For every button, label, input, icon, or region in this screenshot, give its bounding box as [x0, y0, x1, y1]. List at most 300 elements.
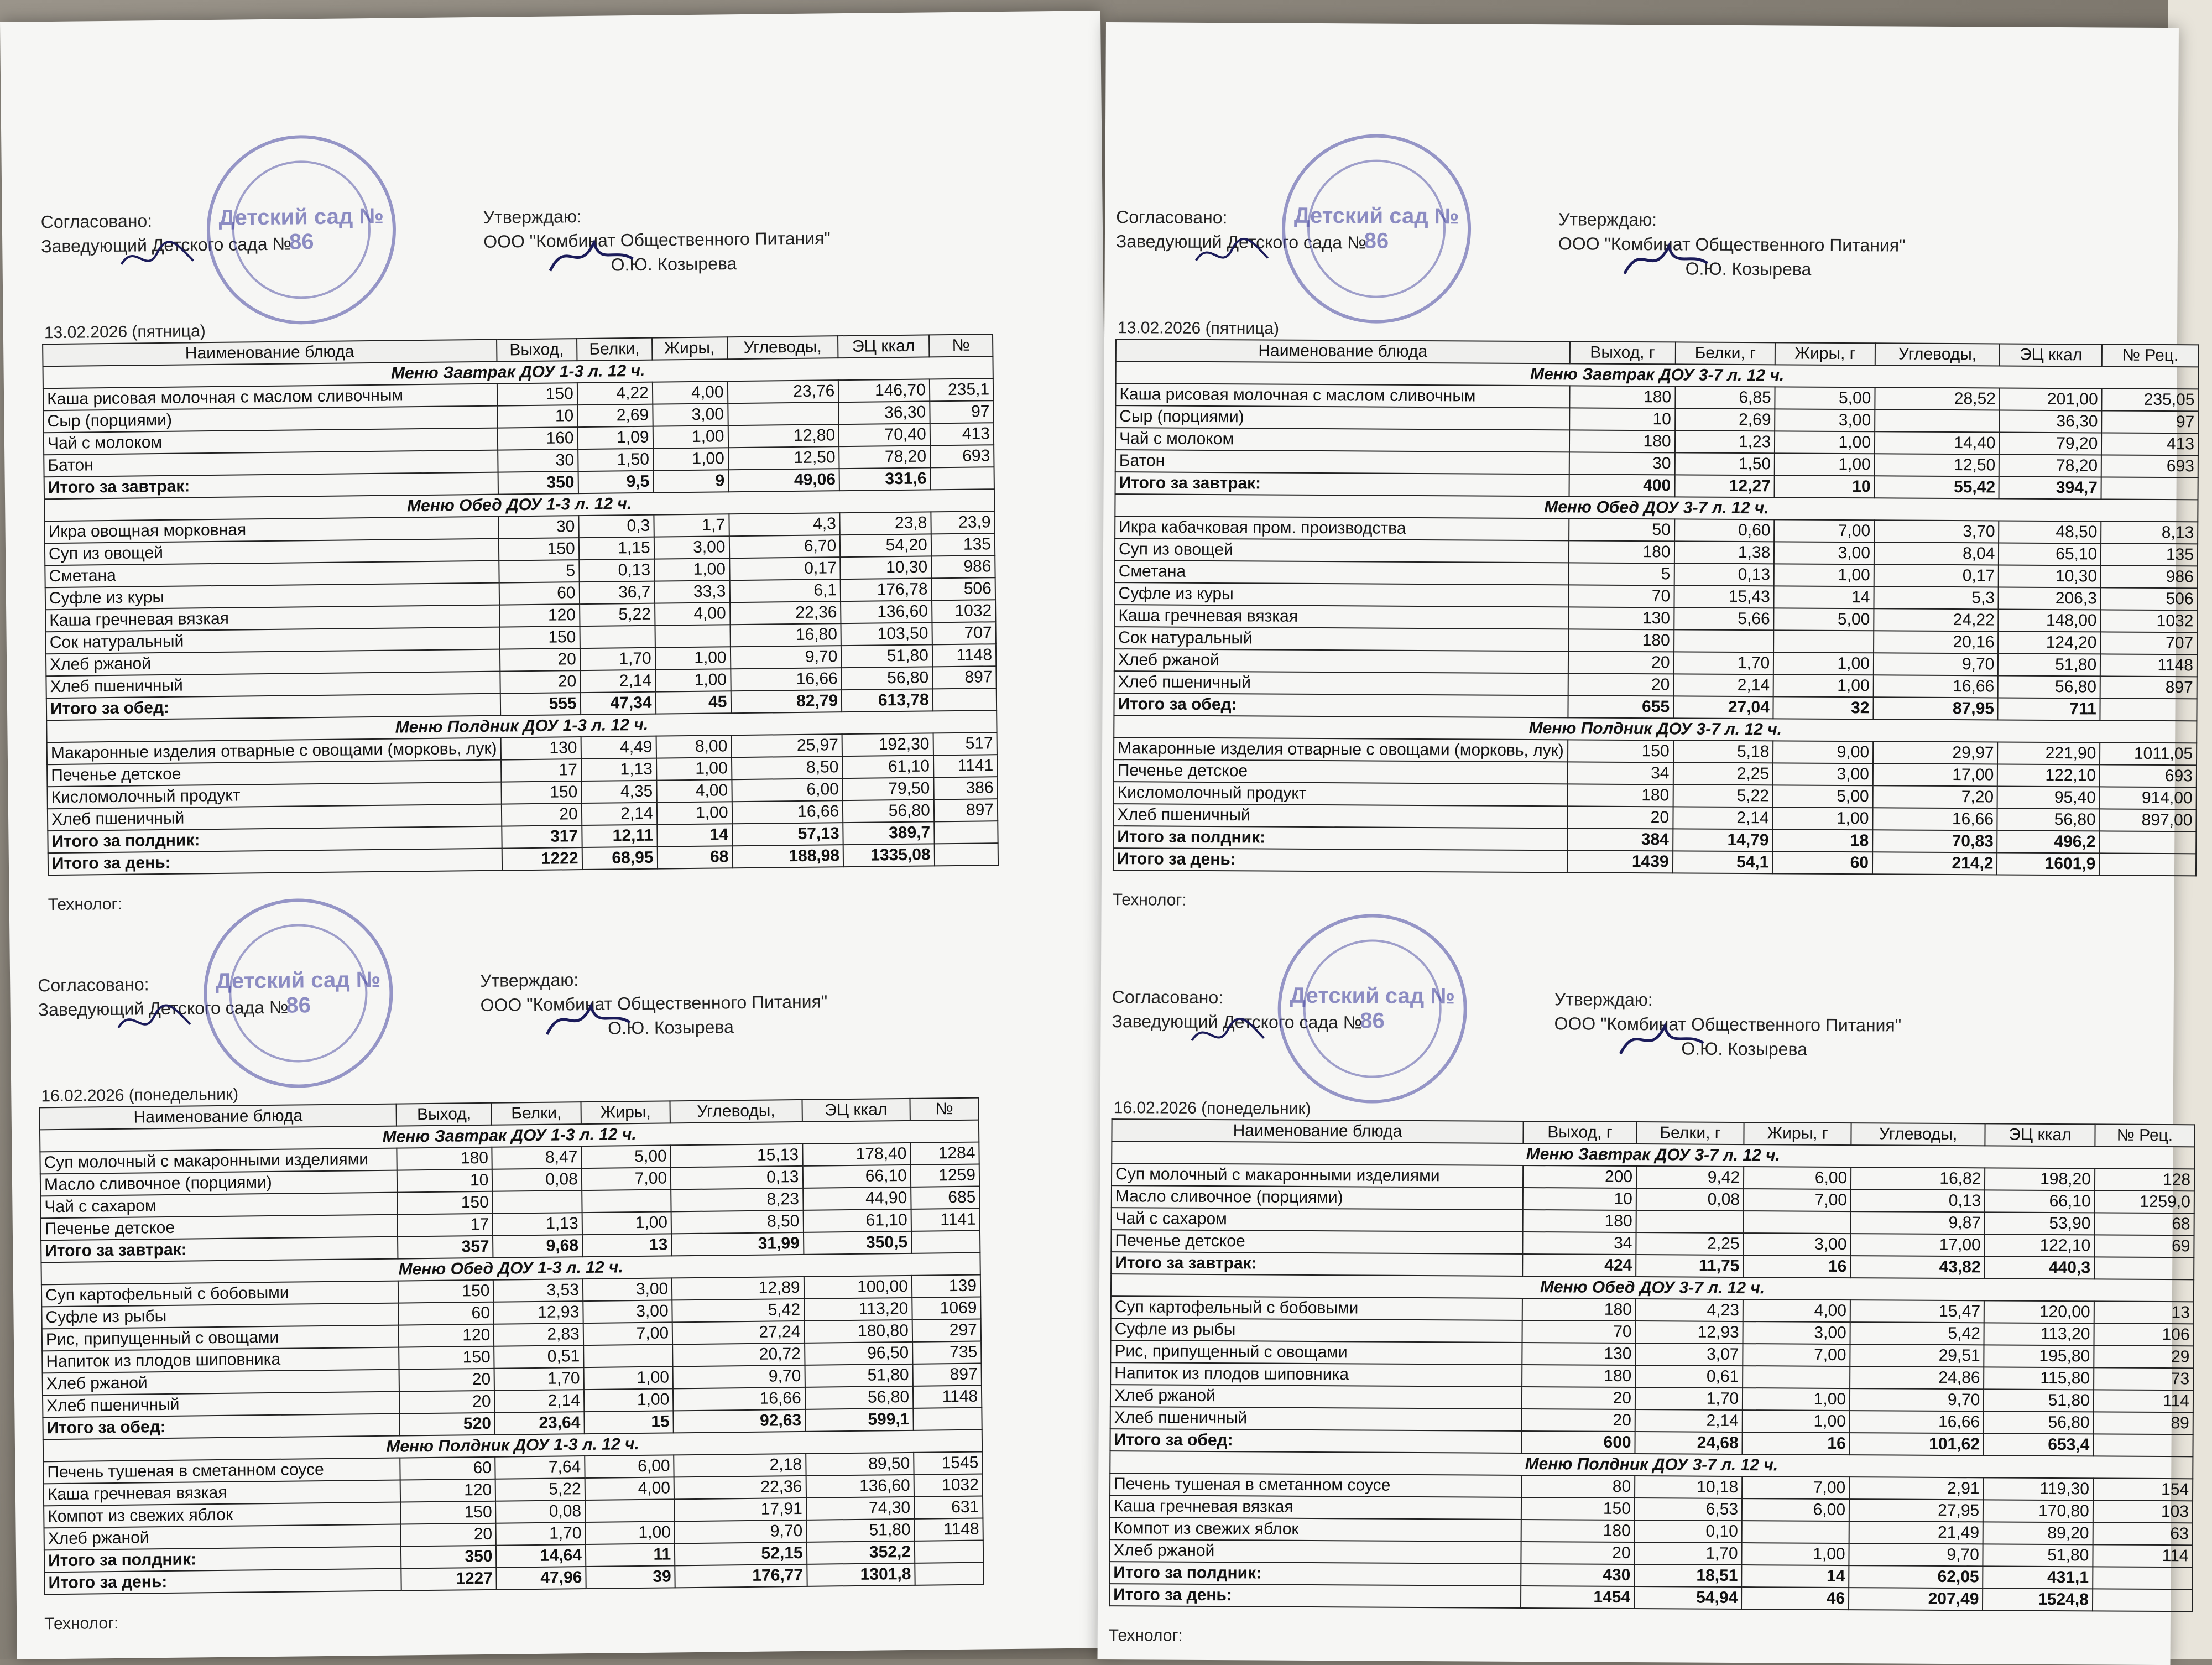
- nutrition-value: 33,3: [654, 580, 729, 603]
- dish-name: Чай с молоком: [44, 428, 498, 455]
- nutrition-value: [2100, 698, 2197, 721]
- section-title: Меню Полдник ДОУ 1-3 л. 12 ч.: [46, 710, 997, 742]
- nutrition-value: 9,70: [1850, 1388, 1984, 1411]
- nutrition-value: 9,70: [730, 646, 841, 669]
- menu-block: [41, 200, 999, 914]
- nutrition-value: 122,10: [1997, 764, 2100, 787]
- nutrition-value: 6,53: [1635, 1498, 1742, 1521]
- technologist-label: Технолог:: [44, 1614, 119, 1633]
- dish-name: Хлеб ржаной: [1109, 1539, 1521, 1564]
- nutrition-value: 0,3: [578, 515, 654, 538]
- dish-name: Хлеб ржаной: [1110, 1385, 1522, 1409]
- menu-table: [1113, 339, 2199, 876]
- dish-name: Сыр (порциями): [1115, 405, 1569, 430]
- dish-name: Суп молочный с макаронными изделиями: [40, 1148, 397, 1174]
- approver-name: О.Ю. Козырева: [1681, 1038, 1808, 1059]
- nutrition-value: 1,00: [656, 802, 732, 824]
- nutrition-value: 198,20: [1985, 1168, 2095, 1190]
- nutrition-value: 1,70: [1634, 1542, 1741, 1565]
- signature-icon: [1189, 1013, 1266, 1052]
- nutrition-value: 685: [911, 1187, 979, 1209]
- dish-name: Рис, припущенный с овощами: [42, 1325, 399, 1351]
- dish-name: Кисломолочный продукт: [1114, 782, 1568, 806]
- nutrition-value: 5,00: [1773, 785, 1873, 808]
- approval-header: [41, 200, 993, 320]
- approver-name: О.Ю. Козырева: [611, 253, 737, 275]
- nutrition-value: 89: [2093, 1412, 2193, 1434]
- nutrition-value: 20: [1521, 1542, 1634, 1564]
- dish-name: Печенье детское: [1114, 759, 1568, 784]
- nutrition-value: [493, 1190, 582, 1214]
- nutrition-value: 36,7: [579, 581, 654, 604]
- signature-icon: [541, 995, 635, 1045]
- nutrition-value: 207,49: [1849, 1588, 1983, 1610]
- nutrition-value: 214,2: [1872, 852, 1997, 875]
- nutrition-value: 1,00: [655, 669, 731, 691]
- nutrition-value: 56,80: [842, 667, 933, 690]
- nutrition-value: 9,5: [578, 471, 653, 493]
- nutrition-value: 3,00: [1774, 542, 1874, 564]
- section-title: Меню Обед ДОУ 1-3 л. 12 ч.: [44, 489, 994, 521]
- dish-name: Итого за день:: [48, 849, 502, 876]
- menu-date: 13.02.2026 (пятница): [1118, 319, 1280, 338]
- nutrition-value: 735: [912, 1341, 981, 1364]
- nutrition-value: 1,00: [656, 757, 732, 780]
- nutrition-value: [2093, 1589, 2192, 1611]
- nutrition-value: 1148: [932, 644, 997, 667]
- nutrition-value: 389,7: [843, 821, 934, 845]
- nutrition-value: 5,66: [1674, 607, 1774, 630]
- nutrition-value: 29,51: [1850, 1344, 1984, 1367]
- nutrition-value: 1,00: [653, 425, 728, 448]
- nutrition-value: 331,6: [839, 467, 931, 491]
- nutrition-value: 1,00: [584, 1388, 674, 1412]
- dish-name: Компот из свежих яблок: [44, 1502, 401, 1528]
- nutrition-value: 51,80: [1983, 1544, 2093, 1567]
- nutrition-value: 1454: [1521, 1586, 1634, 1609]
- kindergarten-stamp: Детский сад № 86: [1277, 914, 1468, 1104]
- nutrition-value: 0,61: [1635, 1365, 1743, 1388]
- nutrition-value: 23,76: [727, 380, 838, 403]
- dish-name: Итого за завтрак:: [41, 1237, 398, 1263]
- right-sheet: [1098, 22, 2195, 1665]
- nutrition-value: 0,17: [1874, 564, 1999, 587]
- nutrition-value: 0,13: [1851, 1189, 1985, 1212]
- nutrition-value: 6,85: [1675, 386, 1775, 409]
- nutrition-value: 68: [2094, 1213, 2194, 1235]
- nutrition-value: 14: [657, 824, 732, 846]
- nutrition-value: 1,00: [655, 647, 731, 669]
- nutrition-value: 1069: [912, 1297, 980, 1320]
- dish-name: Итого за день:: [44, 1569, 401, 1595]
- dish-name: Итого за полдник:: [44, 1547, 401, 1573]
- nutrition-value: 36,30: [839, 401, 930, 424]
- dish-name: Хлеб ржаной: [44, 1524, 401, 1550]
- nutrition-value: 0,60: [1674, 519, 1775, 542]
- nutrition-value: 16,66: [732, 800, 843, 824]
- dish-name: Каша гречневая вязкая: [45, 605, 499, 632]
- approve-label: Утверждаю:: [480, 970, 579, 991]
- nutrition-value: [934, 843, 998, 866]
- nutrition-value: 68,95: [582, 847, 657, 870]
- nutrition-value: [1875, 409, 2000, 432]
- nutrition-value: 1,50: [1674, 452, 1775, 475]
- nutrition-value: 897,00: [2100, 809, 2197, 831]
- nutrition-value: 47,96: [497, 1567, 586, 1590]
- nutrition-value: 53,90: [1985, 1212, 2095, 1235]
- nutrition-value: 4,00: [1743, 1299, 1850, 1322]
- nutrition-value: 12,93: [494, 1301, 583, 1324]
- nutrition-value: [1636, 1210, 1744, 1233]
- nutrition-value: 2,25: [1673, 762, 1773, 785]
- nutrition-value: 4,23: [1636, 1299, 1743, 1321]
- nutrition-value: 7,00: [1743, 1344, 1850, 1366]
- nutrition-value: 54,94: [1634, 1586, 1741, 1609]
- nutrition-value: 150: [499, 538, 579, 561]
- menu-table: [39, 1097, 984, 1595]
- nutrition-value: 352,2: [806, 1541, 915, 1564]
- nutrition-value: 1222: [502, 847, 582, 871]
- nutrition-value: [2099, 853, 2196, 876]
- nutrition-value: 17,00: [1850, 1234, 1984, 1256]
- column-header: № Рец.: [2102, 344, 2199, 367]
- kindergarten-stamp: Детский сад № 86: [203, 898, 394, 1089]
- nutrition-value: 180: [1567, 784, 1673, 807]
- nutrition-value: 15,13: [671, 1144, 803, 1167]
- nutrition-value: 20: [500, 670, 580, 694]
- nutrition-value: 150: [499, 626, 580, 649]
- dish-name: Масло сливочное (порциями): [1112, 1185, 1523, 1210]
- nutrition-value: 4,00: [585, 1477, 674, 1500]
- nutrition-value: [2093, 1434, 2193, 1456]
- nutrition-value: 5: [499, 560, 579, 583]
- nutrition-value: 82,79: [731, 690, 842, 713]
- nutrition-value: 20: [1522, 1409, 1635, 1432]
- nutrition-value: 43,82: [1850, 1256, 1984, 1278]
- nutrition-value: 2,69: [577, 404, 653, 427]
- nutrition-value: 49,06: [728, 469, 839, 492]
- dish-name: Кисломолочный продукт: [47, 782, 501, 809]
- dish-name: Итого за завтрак:: [1115, 472, 1569, 496]
- nutrition-value: 29: [2094, 1345, 2193, 1368]
- nutrition-value: 2,25: [1636, 1232, 1743, 1255]
- nutrition-value: 27,04: [1673, 696, 1773, 719]
- approve-block: [483, 201, 831, 278]
- nutrition-value: 8,13: [2101, 521, 2198, 544]
- nutrition-value: 154: [2093, 1478, 2193, 1501]
- nutrition-value: 10: [1775, 475, 1875, 498]
- column-header: Наименование блюда: [43, 340, 497, 367]
- agreed-label: Согласовано:: [1112, 987, 1224, 1008]
- nutrition-value: 413: [2101, 433, 2198, 455]
- dish-name: Сок натуральный: [46, 627, 500, 654]
- nutrition-value: [2101, 477, 2198, 500]
- nutrition-value: 95,40: [1997, 786, 2100, 809]
- nutrition-value: 115,80: [1984, 1367, 2094, 1390]
- nutrition-value: 1545: [914, 1452, 982, 1475]
- nutrition-value: 11,75: [1636, 1255, 1743, 1277]
- nutrition-value: 600: [1521, 1431, 1635, 1454]
- nutrition-value: 180: [1521, 1520, 1635, 1542]
- nutrition-value: 23,64: [495, 1412, 585, 1435]
- nutrition-value: 54,20: [840, 534, 931, 557]
- menu-table: [42, 334, 999, 876]
- nutrition-value: [911, 1231, 980, 1253]
- nutrition-value: 3,53: [493, 1279, 583, 1302]
- nutrition-value: 1,00: [1775, 453, 1875, 476]
- nutrition-value: 693: [930, 445, 994, 467]
- nutrition-value: 897: [932, 666, 997, 689]
- nutrition-value: 5,00: [1774, 608, 1874, 631]
- nutrition-value: 1141: [911, 1209, 979, 1231]
- nutrition-value: 986: [2101, 565, 2198, 588]
- nutrition-value: 28,52: [1875, 387, 2000, 410]
- nutrition-value: 1,00: [1773, 807, 1873, 830]
- nutrition-value: 30: [498, 516, 578, 539]
- nutrition-value: 97: [2101, 410, 2198, 433]
- nutrition-value: 46: [1741, 1587, 1849, 1610]
- nutrition-value: 139: [912, 1275, 980, 1298]
- kindergarten-head-label: Заведующий Детского сада №: [38, 997, 289, 1020]
- section-title: Меню Завтрак ДОУ 1-3 л. 12 ч.: [40, 1120, 979, 1152]
- nutrition-value: 1,00: [582, 1211, 671, 1235]
- nutrition-value: 178,40: [802, 1143, 911, 1166]
- nutrition-value: 1,09: [577, 426, 653, 449]
- dish-name: Хлеб пшеничный: [1114, 671, 1568, 695]
- nutrition-value: 5,42: [1850, 1322, 1984, 1345]
- dish-name: Итого за завтрак:: [1111, 1252, 1522, 1276]
- section-title: Меню Полдник ДОУ 3-7 л. 12 ч.: [1110, 1451, 2193, 1479]
- nutrition-value: 3,00: [583, 1278, 672, 1301]
- dish-name: Печень тушеная в сметанном соусе: [43, 1458, 400, 1484]
- nutrition-value: 4,35: [581, 781, 656, 803]
- dish-name: Печенье детское: [1111, 1230, 1522, 1254]
- nutrition-value: 1259: [911, 1164, 979, 1187]
- nutrition-value: 12,50: [1875, 454, 2000, 476]
- nutrition-value: 5,22: [495, 1478, 585, 1501]
- nutrition-value: 192,30: [842, 733, 933, 756]
- nutrition-value: 7,00: [583, 1322, 673, 1345]
- dish-name: Каша гречневая вязкая: [44, 1480, 401, 1506]
- nutrition-value: 3,00: [583, 1300, 672, 1323]
- nutrition-value: 5,22: [1673, 784, 1773, 807]
- nutrition-value: 9,00: [1773, 741, 1873, 763]
- nutrition-value: 48,50: [1999, 521, 2101, 543]
- nutrition-value: 61,10: [803, 1209, 911, 1232]
- nutrition-value: 8,23: [671, 1188, 803, 1211]
- approve-block: [480, 965, 828, 1042]
- dish-name: Итого за полдник:: [1113, 826, 1567, 850]
- nutrition-value: 986: [931, 555, 995, 578]
- nutrition-value: 897: [2100, 676, 2197, 699]
- nutrition-value: 25,97: [731, 734, 842, 757]
- nutrition-value: 0,08: [492, 1168, 582, 1191]
- nutrition-value: 8,47: [492, 1146, 582, 1169]
- nutrition-value: 2,69: [1675, 408, 1775, 431]
- left-sheet: [0, 11, 1118, 1659]
- nutrition-value: 1,00: [1775, 431, 1875, 454]
- nutrition-value: 61,10: [842, 755, 933, 778]
- nutrition-value: 130: [500, 737, 581, 760]
- nutrition-value: 1,00: [1774, 564, 1874, 586]
- nutrition-value: 5: [1568, 563, 1674, 585]
- nutrition-value: 2,14: [582, 803, 657, 825]
- nutrition-value: 7,00: [1774, 519, 1874, 542]
- nutrition-value: 150: [1568, 740, 1673, 762]
- nutrition-value: 0,13: [579, 559, 654, 582]
- nutrition-value: 60: [399, 1302, 494, 1325]
- nutrition-value: 201,00: [2000, 388, 2102, 410]
- nutrition-value: 1032: [914, 1474, 983, 1497]
- nutrition-value: 180: [1569, 430, 1675, 452]
- kindergarten-stamp: Детский сад № 86: [206, 134, 397, 326]
- nutrition-value: 14,64: [496, 1544, 586, 1568]
- nutrition-value: 17: [501, 759, 581, 782]
- nutrition-value: 18: [1772, 829, 1872, 852]
- nutrition-value: 87,95: [1873, 697, 1998, 720]
- nutrition-value: 1011,05: [2100, 742, 2197, 765]
- nutrition-value: 195,80: [1984, 1345, 2094, 1367]
- nutrition-value: 12,50: [728, 446, 839, 470]
- nutrition-value: 55,42: [1874, 476, 1999, 498]
- nutrition-value: 1,70: [1635, 1387, 1743, 1410]
- column-header: № Рец.: [2095, 1124, 2194, 1147]
- nutrition-value: 14: [1774, 586, 1874, 608]
- nutrition-value: 9,42: [1636, 1166, 1744, 1189]
- nutrition-value: 10: [1523, 1188, 1636, 1210]
- nutrition-value: 56,80: [1997, 808, 2100, 831]
- nutrition-value: 4,22: [577, 382, 653, 405]
- dish-name: Итого за завтрак:: [44, 472, 498, 500]
- signature-icon: [118, 236, 196, 275]
- nutrition-value: 14,79: [1673, 829, 1773, 851]
- nutrition-value: 180: [1522, 1365, 1635, 1387]
- column-header: №: [910, 1098, 978, 1121]
- nutrition-value: 5,00: [581, 1145, 671, 1168]
- nutrition-value: 160: [497, 427, 577, 450]
- nutrition-value: 103: [2093, 1500, 2193, 1523]
- nutrition-value: 51,80: [805, 1364, 913, 1387]
- nutrition-value: 1,70: [494, 1367, 584, 1391]
- nutrition-value: 3,00: [653, 403, 728, 426]
- nutrition-value: 1,00: [1743, 1388, 1850, 1411]
- nutrition-value: 2,83: [494, 1323, 583, 1346]
- nutrition-value: 7,20: [1873, 785, 1998, 808]
- nutrition-value: 711: [1998, 698, 2100, 720]
- nutrition-value: [2093, 1567, 2192, 1589]
- nutrition-value: 44,90: [803, 1187, 911, 1210]
- nutrition-value: 20: [399, 1369, 495, 1392]
- column-header: Жиры,: [652, 337, 727, 360]
- nutrition-value: 9,70: [675, 1520, 807, 1543]
- nutrition-value: 3,70: [1874, 520, 1999, 543]
- nutrition-value: 431,1: [1983, 1566, 2093, 1589]
- nutrition-value: 16,66: [1850, 1411, 1984, 1433]
- dish-name: Итого за полдник:: [1109, 1562, 1521, 1586]
- section-title: Меню Полдник ДОУ 1-3 л. 12 ч.: [43, 1430, 982, 1462]
- nutrition-value: 1,00: [1773, 674, 1874, 697]
- organization-name: ООО "Комбинат Общественного Питания": [480, 991, 828, 1016]
- approve-label: Утверждаю:: [1558, 209, 1657, 230]
- column-header: Выход, г: [1523, 1121, 1636, 1144]
- nutrition-value: 150: [399, 1346, 494, 1370]
- signature-icon: [1619, 235, 1713, 285]
- nutrition-value: 20: [1568, 651, 1674, 674]
- nutrition-value: 34: [1568, 762, 1673, 784]
- dish-name: Суп картофельный с бобовыми: [1111, 1296, 1522, 1320]
- nutrition-value: 1,70: [1673, 652, 1773, 674]
- nutrition-value: 350,5: [804, 1231, 912, 1255]
- nutrition-value: 176,77: [675, 1564, 807, 1588]
- nutrition-value: 188,98: [732, 845, 843, 868]
- dish-name: Хлеб пшеничный: [48, 804, 502, 831]
- nutrition-value: 1,70: [496, 1522, 586, 1546]
- nutrition-value: 653,4: [1984, 1433, 2094, 1456]
- dish-name: Хлеб ржаной: [46, 649, 500, 677]
- nutrition-value: [930, 467, 994, 490]
- nutrition-value: 74,30: [806, 1497, 915, 1520]
- nutrition-value: 20: [1567, 806, 1673, 829]
- column-header: Углеводы,: [1875, 343, 2000, 366]
- dish-name: Сметана: [1115, 560, 1569, 585]
- nutrition-value: 897: [912, 1364, 981, 1386]
- dish-name: Хлеб пшеничный: [1110, 1407, 1522, 1431]
- nutrition-value: 2,91: [1849, 1477, 1983, 1500]
- nutrition-value: 10,30: [1999, 565, 2101, 587]
- signature-icon: [544, 231, 639, 282]
- nutrition-value: 56,80: [805, 1386, 914, 1409]
- nutrition-value: 16,66: [673, 1387, 805, 1411]
- nutrition-value: 16: [1743, 1255, 1850, 1278]
- nutrition-value: 23,9: [931, 511, 995, 534]
- nutrition-value: 506: [931, 577, 995, 600]
- section-title: Меню Завтрак ДОУ 3-7 л. 12 ч.: [1112, 1141, 2194, 1169]
- dish-name: Печенье детское: [41, 1215, 398, 1241]
- nutrition-value: 2,14: [1635, 1409, 1743, 1432]
- column-header: ЭЦ ккал: [838, 335, 929, 358]
- nutrition-value: 16,66: [1874, 675, 1999, 698]
- nutrition-value: 1,70: [580, 648, 655, 670]
- nutrition-value: 9,68: [493, 1235, 582, 1258]
- nutrition-value: 0,17: [729, 557, 841, 580]
- dish-name: Итого за обед:: [1114, 693, 1568, 717]
- nutrition-value: 13: [2094, 1301, 2194, 1324]
- nutrition-value: 693: [2100, 764, 2197, 787]
- column-header: Жиры,: [581, 1101, 670, 1124]
- nutrition-value: 357: [398, 1236, 493, 1259]
- nutrition-value: 36,30: [2000, 410, 2102, 433]
- nutrition-value: 78,20: [839, 445, 930, 469]
- nutrition-value: 51,80: [1984, 1389, 2094, 1412]
- nutrition-value: 70,83: [1872, 830, 1997, 852]
- nutrition-value: 655: [1568, 695, 1673, 718]
- nutrition-value: 120,00: [1984, 1300, 2094, 1323]
- nutrition-value: 22,36: [730, 601, 841, 625]
- dish-name: Итого за день:: [1113, 848, 1567, 872]
- nutrition-value: 39: [586, 1565, 675, 1589]
- dish-name: Икра кабачковая пром. производства: [1115, 516, 1569, 540]
- nutrition-value: 150: [497, 383, 577, 406]
- nutrition-value: 2,14: [1673, 674, 1773, 696]
- nutrition-value: 70: [1568, 585, 1674, 607]
- dish-name: Сок натуральный: [1114, 627, 1568, 651]
- column-header: Белки,: [577, 338, 652, 361]
- nutrition-value: 15,43: [1674, 585, 1774, 608]
- dish-name: Суфле из рыбы: [41, 1303, 399, 1329]
- nutrition-value: 10: [397, 1169, 493, 1193]
- nutrition-value: 103,50: [841, 622, 932, 646]
- nutrition-value: 14,40: [1875, 431, 2000, 454]
